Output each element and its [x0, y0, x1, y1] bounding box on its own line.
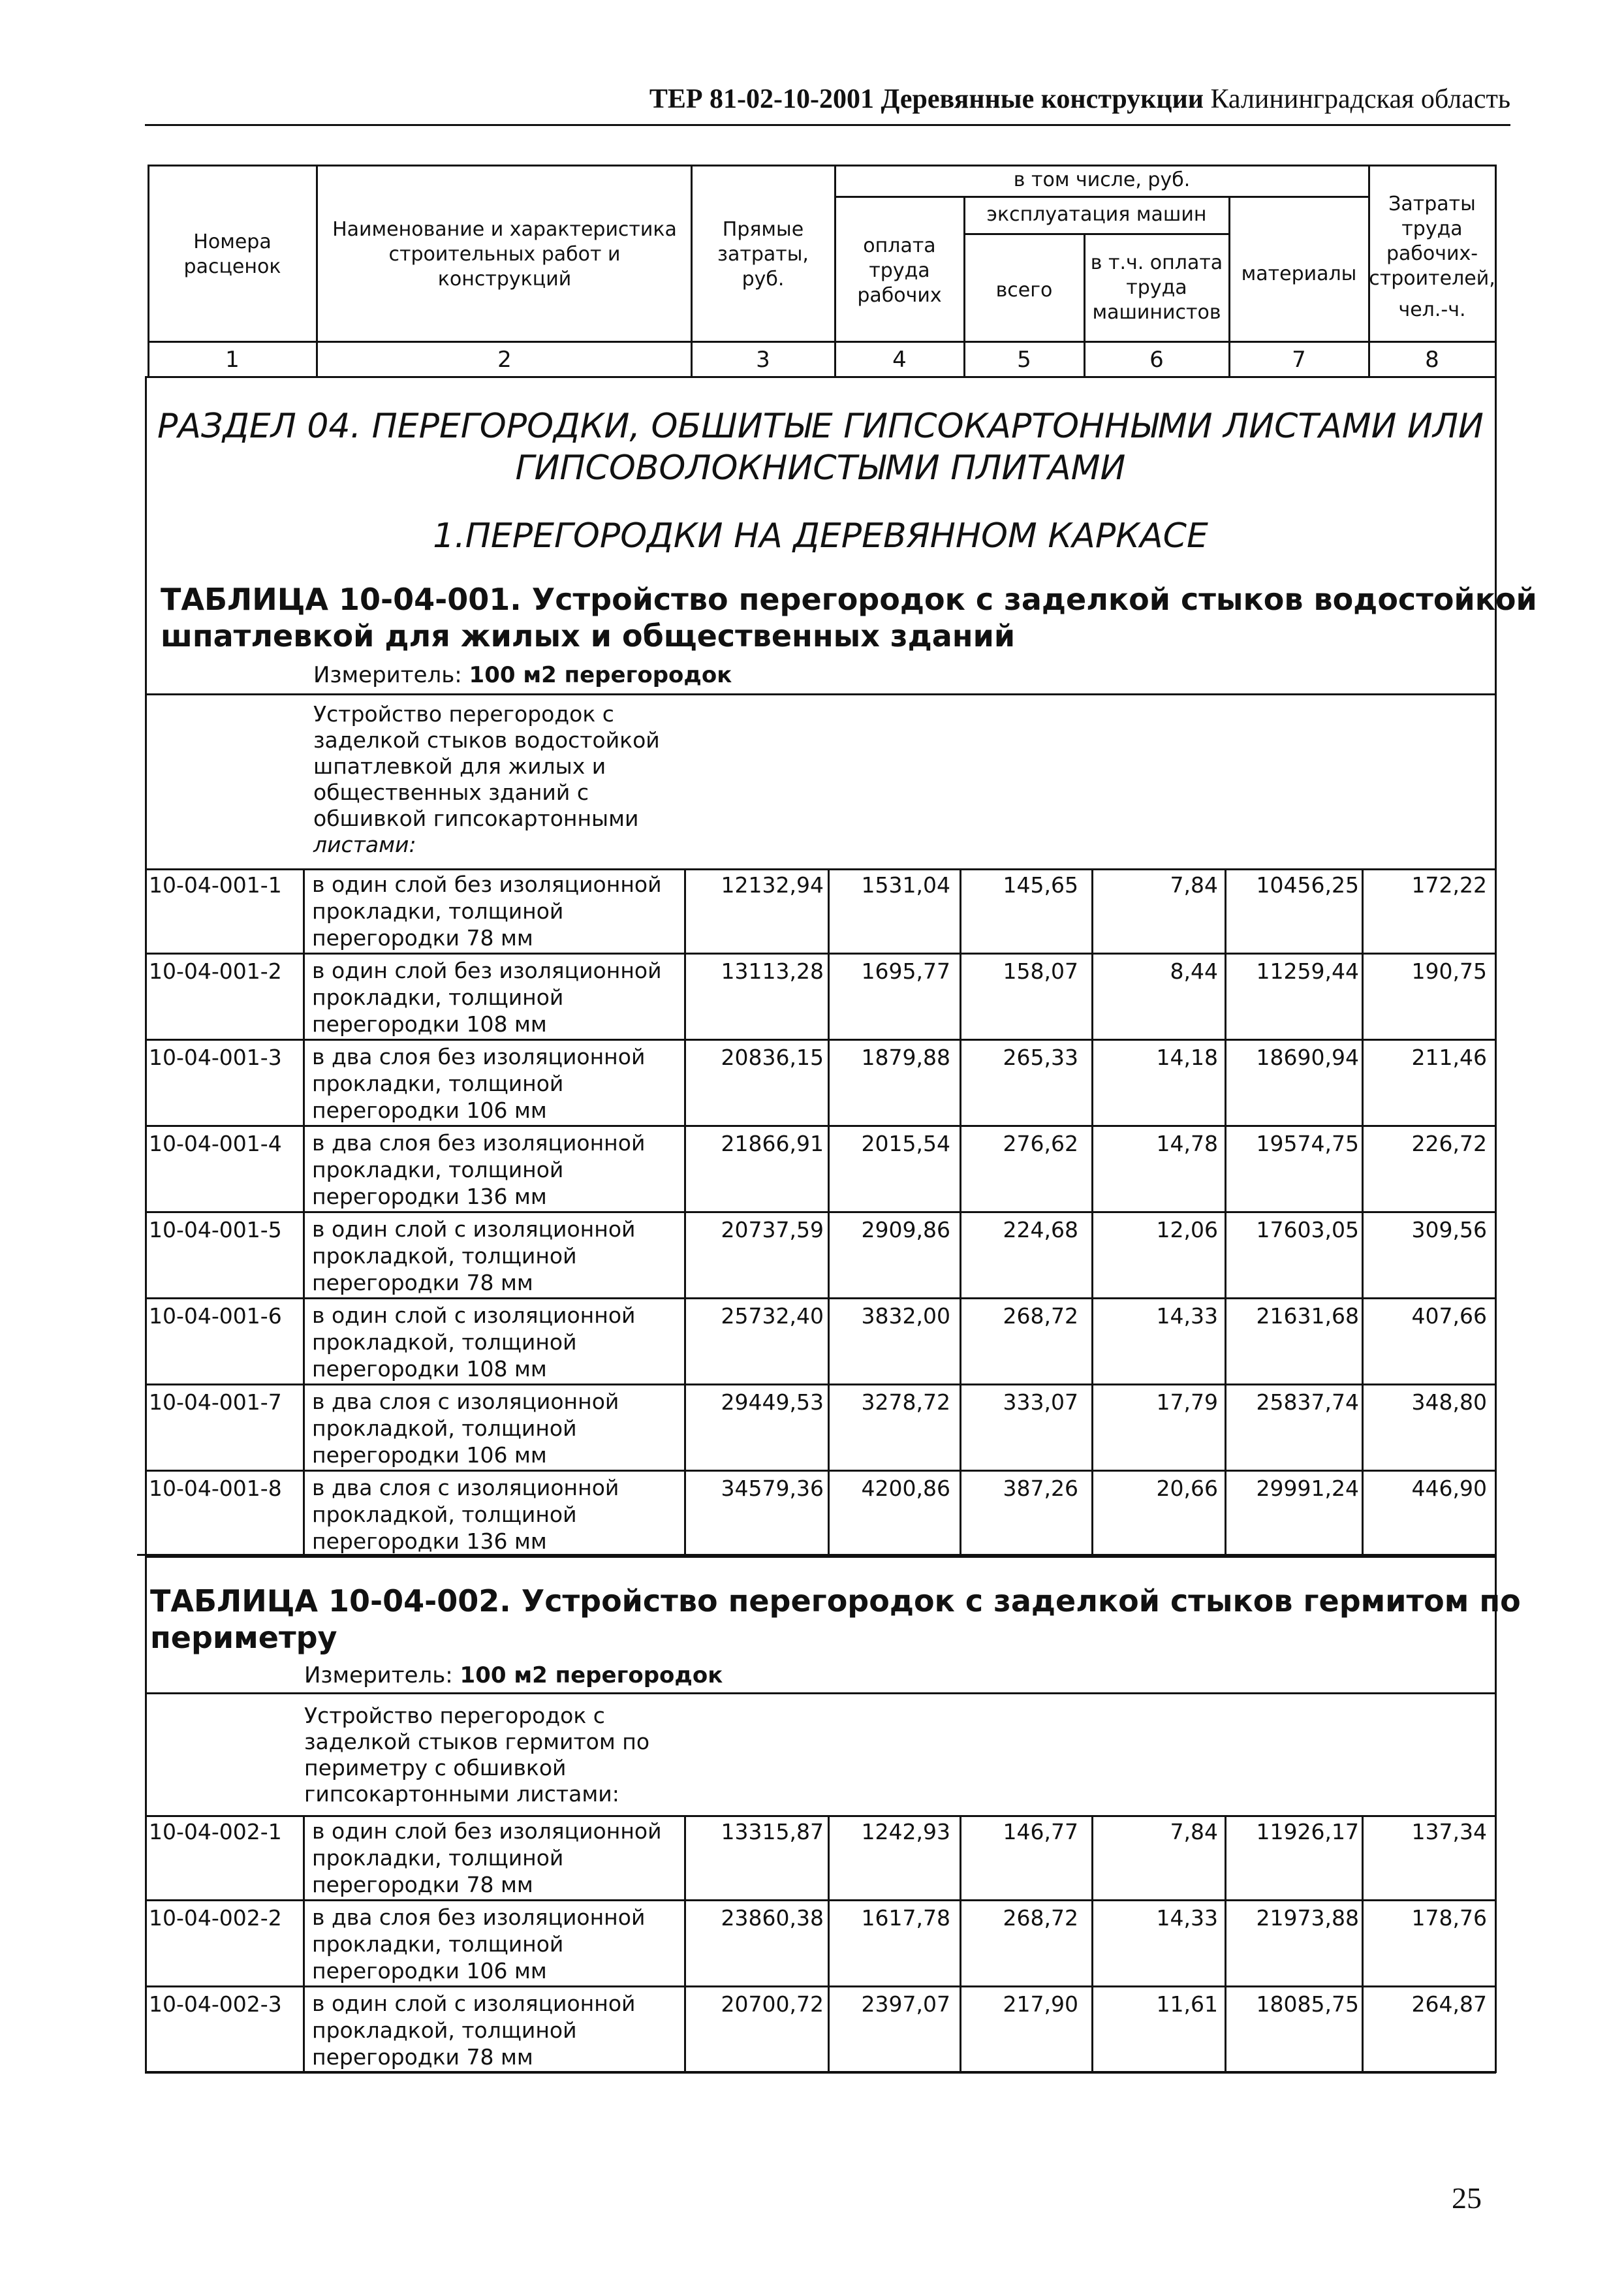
cell-v8: 309,56 — [1411, 1217, 1487, 1242]
column-number: 2 — [497, 347, 512, 373]
column-divider — [684, 1815, 686, 1899]
cell-v7: 18690,94 — [1256, 1045, 1359, 1070]
table2-intro — [304, 1703, 649, 1807]
cell-v6: 7,84 — [1170, 872, 1218, 898]
cell-v3: 25732,40 — [721, 1303, 824, 1329]
cell-v3: 20836,15 — [721, 1045, 824, 1070]
cell-v4: 3832,00 — [861, 1303, 950, 1329]
header-direct-costs: Прямые затраты, руб. — [717, 218, 809, 291]
description-line: прокладки, толщиной — [312, 985, 564, 1010]
subsection-title: 1.ПЕРЕГОРОДКИ НА ДЕРЕВЯННОМ КАРКАСЕ — [433, 516, 1208, 556]
document-code: ТЕР 81-02-10-2001 Деревянные конструкции — [649, 84, 1204, 114]
column-number: 8 — [1425, 347, 1439, 373]
table-row — [145, 1041, 1496, 1127]
header-rule — [145, 124, 1510, 126]
description-line: в один слой без изоляционной — [312, 1818, 662, 1844]
row-code: 10-04-002-1 — [149, 1819, 282, 1844]
column-divider — [1225, 1299, 1226, 1384]
description-line: прокладкой, толщиной — [312, 1329, 577, 1355]
description-line: прокладки, толщиной — [312, 1845, 564, 1871]
intro-line: заделкой стыков гермитом по — [304, 1729, 650, 1754]
row-code: 10-04-001-4 — [149, 1131, 282, 1156]
description-line: прокладкой, толщиной — [312, 2017, 577, 2043]
cell-v8: 190,75 — [1411, 958, 1487, 984]
cell-v6: 8,44 — [1170, 958, 1218, 984]
column-divider — [684, 1213, 686, 1297]
row-code: 10-04-001-8 — [149, 1476, 282, 1501]
column-number: 6 — [1149, 347, 1164, 373]
column-divider — [1091, 1815, 1093, 1899]
column-divider — [1362, 868, 1364, 953]
description-line: перегородки 108 мм — [312, 1011, 547, 1037]
running-head — [144, 84, 1510, 115]
column-divider — [303, 868, 305, 953]
unit-value: 100 м2 перегородок — [469, 662, 732, 688]
cell-v5: 145,65 — [1003, 872, 1078, 898]
row-description — [312, 957, 684, 1037]
header-materials: материалы — [1241, 262, 1357, 285]
description-line: прокладкой, толщиной — [312, 1243, 577, 1269]
cell-v8: 226,72 — [1411, 1131, 1487, 1156]
cell-v7: 29991,24 — [1256, 1476, 1359, 1501]
region-name: Калининградская область — [1210, 84, 1510, 114]
row-code: 10-04-001-1 — [149, 872, 282, 898]
cell-v6: 7,84 — [1170, 1819, 1218, 1844]
table-row — [145, 1987, 1496, 2074]
column-divider — [960, 1987, 961, 2072]
cell-v5: 276,62 — [1003, 1131, 1078, 1156]
column-divider — [1362, 955, 1364, 1039]
column-divider — [684, 1901, 686, 1985]
column-number: 4 — [892, 347, 907, 373]
cell-v8: 211,46 — [1411, 1045, 1487, 1070]
column-divider — [684, 1127, 686, 1211]
cell-v6: 14,33 — [1156, 1905, 1218, 1931]
cell-v5: 268,72 — [1003, 1303, 1078, 1329]
column-divider — [684, 1987, 686, 2072]
row-code: 10-04-002-2 — [149, 1905, 282, 1931]
column-divider — [828, 1041, 830, 1125]
cell-v6: 11,61 — [1156, 1991, 1218, 2017]
column-divider — [1225, 1213, 1226, 1297]
cell-v5: 268,72 — [1003, 1905, 1078, 1931]
column-divider — [828, 868, 830, 953]
column-divider — [684, 1041, 686, 1125]
cell-v3: 23860,38 — [721, 1905, 824, 1931]
column-divider — [960, 1127, 961, 1211]
column-number: 7 — [1292, 347, 1306, 373]
header-labor-hours-unit: чел.-ч. — [1398, 298, 1466, 321]
description-line: перегородки 78 мм — [312, 925, 533, 951]
table-row — [145, 1385, 1496, 1472]
row-description — [312, 871, 684, 951]
cell-v3: 21866,91 — [721, 1131, 824, 1156]
cell-v4: 2015,54 — [861, 1131, 950, 1156]
intro-line: общественных зданий с — [313, 780, 589, 805]
column-divider — [303, 1127, 305, 1211]
column-divider — [1091, 1127, 1093, 1211]
cell-v3: 20700,72 — [721, 1991, 824, 2017]
column-divider — [828, 1385, 830, 1470]
table1-title-line1: ТАБЛИЦА 10-04-001. Устройство перегородок с заделкой стыков водостойкой — [161, 582, 1537, 617]
description-line: перегородки 136 мм — [312, 1528, 547, 1554]
intro-line: обшивкой гипсокартонными — [313, 806, 639, 831]
table2-title-line1: ТАБЛИЦА 10-04-002. Устройство перегородок с заделкой стыков гермитом по — [150, 1583, 1521, 1619]
cell-v5: 265,33 — [1003, 1045, 1078, 1070]
intro-line: заделкой стыков водостойкой — [313, 727, 660, 753]
cell-v6: 14,33 — [1156, 1303, 1218, 1329]
column-divider — [1091, 955, 1093, 1039]
column-number: 3 — [756, 347, 770, 373]
cell-v8: 348,80 — [1411, 1389, 1487, 1415]
column-divider — [1091, 1472, 1093, 1556]
column-divider — [303, 1815, 305, 1899]
column-divider — [1091, 1385, 1093, 1470]
row-code: 10-04-001-2 — [149, 958, 282, 984]
table-row — [145, 1213, 1496, 1299]
column-divider — [828, 1901, 830, 1985]
description-line: прокладки, толщиной — [312, 1931, 564, 1957]
column-divider — [828, 1815, 830, 1899]
column-divider — [1362, 1041, 1364, 1125]
column-divider — [1362, 1127, 1364, 1211]
row-description — [312, 1130, 684, 1210]
row-code: 10-04-001-6 — [149, 1303, 282, 1329]
cell-v6: 17,79 — [1156, 1389, 1218, 1415]
description-line: в один слой без изоляционной — [312, 958, 662, 983]
header-labor-hours: Затраты труда рабочих-строителей, — [1369, 193, 1495, 290]
section-title-line1: РАЗДЕЛ 04. ПЕРЕГОРОДКИ, ОБШИТЫЕ ГИПСОКАРТОННЫМИ ЛИСТАМИ ИЛИ — [157, 407, 1484, 446]
cell-v6: 14,18 — [1156, 1045, 1218, 1070]
row-description — [312, 1818, 684, 1898]
column-divider — [1362, 1299, 1364, 1384]
column-divider — [303, 1299, 305, 1384]
column-number: 1 — [225, 347, 240, 373]
cell-v4: 1879,88 — [861, 1045, 950, 1070]
column-divider — [684, 868, 686, 953]
description-line: в два слоя с изоляционной — [312, 1475, 619, 1500]
cell-v7: 17603,05 — [1256, 1217, 1359, 1242]
cell-v5: 158,07 — [1003, 958, 1078, 984]
cell-v4: 1695,77 — [861, 958, 950, 984]
description-line: прокладкой, толщиной — [312, 1502, 577, 1527]
column-divider — [1091, 1299, 1093, 1384]
description-line: в один слой с изоляционной — [312, 1303, 636, 1328]
description-line: перегородки 78 мм — [312, 2044, 533, 2070]
cell-v5: 333,07 — [1003, 1389, 1078, 1415]
description-line: перегородки 106 мм — [312, 1958, 547, 1984]
cell-v3: 12132,94 — [721, 872, 824, 898]
column-divider — [684, 1299, 686, 1384]
cell-v6: 12,06 — [1156, 1217, 1218, 1242]
cell-v7: 25837,74 — [1256, 1389, 1359, 1415]
cell-v4: 3278,72 — [861, 1389, 950, 1415]
row-description — [312, 1043, 684, 1124]
column-divider — [828, 1472, 830, 1556]
column-divider — [828, 1127, 830, 1211]
column-divider — [828, 1299, 830, 1384]
column-divider — [828, 955, 830, 1039]
header-operator-pay: в т.ч. оплата труда машинистов — [1090, 251, 1223, 324]
description-line: в два слоя с изоляционной — [312, 1389, 619, 1414]
unit-label: Измеритель: — [313, 662, 462, 688]
column-divider — [1362, 1472, 1364, 1556]
description-line: перегородки 108 мм — [312, 1356, 547, 1382]
intro-line: гипсокартонными листами: — [304, 1781, 619, 1807]
cell-v3: 29449,53 — [721, 1389, 824, 1415]
intro-line: Устройство перегородок с — [304, 1703, 605, 1728]
column-divider — [1225, 1041, 1226, 1125]
column-divider — [1225, 1987, 1226, 2072]
column-divider — [684, 1385, 686, 1470]
cell-v5: 224,68 — [1003, 1217, 1078, 1242]
cell-v7: 19574,75 — [1256, 1131, 1359, 1156]
row-description — [312, 1388, 684, 1468]
column-divider — [960, 1472, 961, 1556]
table-row — [145, 1901, 1496, 1987]
unit-value: 100 м2 перегородок — [460, 1662, 723, 1688]
cell-v5: 217,90 — [1003, 1991, 1078, 2017]
column-divider — [960, 1041, 961, 1125]
column-divider — [303, 1041, 305, 1125]
cell-v7: 21631,68 — [1256, 1303, 1359, 1329]
description-line: в два слоя без изоляционной — [312, 1044, 646, 1069]
column-divider — [1225, 1385, 1226, 1470]
description-line: прокладки, толщиной — [312, 898, 564, 924]
table2-title-line2: периметру — [150, 1620, 337, 1655]
column-divider — [1362, 1987, 1364, 2072]
cell-v4: 1617,78 — [861, 1905, 950, 1931]
cell-v4: 4200,86 — [861, 1476, 950, 1501]
page-number: 25 — [1452, 2181, 1482, 2215]
row-code: 10-04-001-3 — [149, 1045, 282, 1070]
column-divider — [303, 1987, 305, 2072]
cell-v4: 1242,93 — [861, 1819, 950, 1844]
column-divider — [1225, 1815, 1226, 1899]
cell-v6: 14,78 — [1156, 1131, 1218, 1156]
cell-v3: 34579,36 — [721, 1476, 824, 1501]
table1-intro — [313, 701, 660, 858]
column-divider — [303, 955, 305, 1039]
cell-v3: 20737,59 — [721, 1217, 824, 1242]
cell-v3: 13315,87 — [721, 1819, 824, 1844]
description-line: перегородки 136 мм — [312, 1184, 547, 1209]
header-labor-pay: оплата труда рабочих — [857, 234, 942, 307]
intro-line: Устройство перегородок с — [313, 701, 614, 727]
cell-v8: 407,66 — [1411, 1303, 1487, 1329]
column-divider — [960, 868, 961, 953]
column-divider — [1091, 1041, 1093, 1125]
row-code: 10-04-001-5 — [149, 1217, 282, 1242]
cell-v8: 178,76 — [1411, 1905, 1487, 1931]
cell-v5: 387,26 — [1003, 1476, 1078, 1501]
cell-v7: 10456,25 — [1256, 872, 1359, 898]
description-line: в один слой с изоляционной — [312, 1991, 636, 2016]
cell-v8: 137,34 — [1411, 1819, 1487, 1844]
cell-v6: 20,66 — [1156, 1476, 1218, 1501]
table1-unit — [313, 662, 732, 688]
cell-v4: 2397,07 — [861, 1991, 950, 2017]
cell-v3: 13113,28 — [721, 958, 824, 984]
cell-v7: 21973,88 — [1256, 1905, 1359, 1931]
cell-v4: 1531,04 — [861, 872, 950, 898]
column-divider — [960, 1213, 961, 1297]
column-divider — [960, 1815, 961, 1899]
table-row — [145, 955, 1496, 1041]
row-description — [312, 1904, 684, 1984]
header-machine-operation: эксплуатация машин — [986, 203, 1207, 226]
header-codes: Номера расценок — [183, 230, 281, 278]
row-description — [312, 1302, 684, 1382]
row-code: 10-04-002-3 — [149, 1991, 282, 2017]
column-divider — [1362, 1901, 1364, 1985]
description-line: перегородки 106 мм — [312, 1098, 547, 1123]
column-divider — [1091, 1987, 1093, 2072]
column-divider — [684, 1472, 686, 1556]
section-title-line2: ГИПСОВОЛОКНИСТЫМИ ПЛИТАМИ — [515, 449, 1126, 488]
row-description — [312, 1216, 684, 1296]
column-divider — [960, 1385, 961, 1470]
unit-label: Измеритель: — [304, 1662, 453, 1688]
cell-v7: 18085,75 — [1256, 1991, 1359, 2017]
intro-line: листами: — [313, 832, 416, 857]
column-divider — [960, 1901, 961, 1985]
table-row — [145, 1127, 1496, 1213]
cell-v4: 2909,86 — [861, 1217, 950, 1242]
description-line: прокладкой, толщиной — [312, 1415, 577, 1441]
cell-v8: 172,22 — [1411, 872, 1487, 898]
cell-v8: 446,90 — [1411, 1476, 1487, 1501]
column-divider — [303, 1901, 305, 1985]
column-divider — [1091, 1901, 1093, 1985]
column-divider — [1225, 1901, 1226, 1985]
column-divider — [303, 1385, 305, 1470]
description-line: в один слой с изоляционной — [312, 1216, 636, 1242]
column-divider — [960, 955, 961, 1039]
row-description — [312, 1474, 684, 1555]
column-divider — [1362, 1815, 1364, 1899]
description-line: в два слоя без изоляционной — [312, 1905, 646, 1930]
column-divider — [1225, 1472, 1226, 1556]
cell-v8: 264,87 — [1411, 1991, 1487, 2017]
cell-v7: 11926,17 — [1256, 1819, 1359, 1844]
table-row — [145, 1815, 1496, 1901]
column-divider — [828, 1987, 830, 2072]
column-divider — [1091, 868, 1093, 953]
row-code: 10-04-001-7 — [149, 1389, 282, 1415]
column-divider — [1225, 955, 1226, 1039]
column-divider — [828, 1213, 830, 1297]
column-divider — [1362, 1213, 1364, 1297]
description-line: в один слой без изоляционной — [312, 872, 662, 897]
intro-line: шпатлевкой для жилых и — [313, 753, 606, 779]
table2-unit — [304, 1662, 723, 1688]
description-line: прокладки, толщиной — [312, 1157, 564, 1182]
description-line: перегородки 106 мм — [312, 1442, 547, 1468]
intro-line: периметру с обшивкой — [304, 1755, 567, 1780]
table1-title-line2: шпатлевкой для жилых и общественных зданий — [161, 618, 1016, 654]
column-divider — [1225, 1127, 1226, 1211]
column-divider — [684, 955, 686, 1039]
description-line: перегородки 78 мм — [312, 1872, 533, 1897]
column-divider — [303, 1472, 305, 1556]
description-line: в два слоя без изоляционной — [312, 1130, 646, 1156]
table-row — [145, 1472, 1496, 1558]
row-description — [312, 1990, 684, 2070]
column-divider — [1091, 1213, 1093, 1297]
description-line: перегородки 78 мм — [312, 1270, 533, 1295]
cell-v5: 146,77 — [1003, 1819, 1078, 1844]
column-divider — [960, 1299, 961, 1384]
cell-v7: 11259,44 — [1256, 958, 1359, 984]
header-name: Наименование и характеристика строительных работ и конструкций — [332, 218, 677, 291]
column-divider — [1225, 868, 1226, 953]
table-row — [145, 868, 1496, 955]
header-including: в том числе, руб. — [1013, 168, 1191, 191]
header-machines-total: всего — [995, 279, 1053, 302]
description-line: прокладки, толщиной — [312, 1071, 564, 1096]
column-number: 5 — [1017, 347, 1031, 373]
table-row — [145, 1299, 1496, 1385]
column-divider — [303, 1213, 305, 1297]
column-divider — [1362, 1385, 1364, 1470]
